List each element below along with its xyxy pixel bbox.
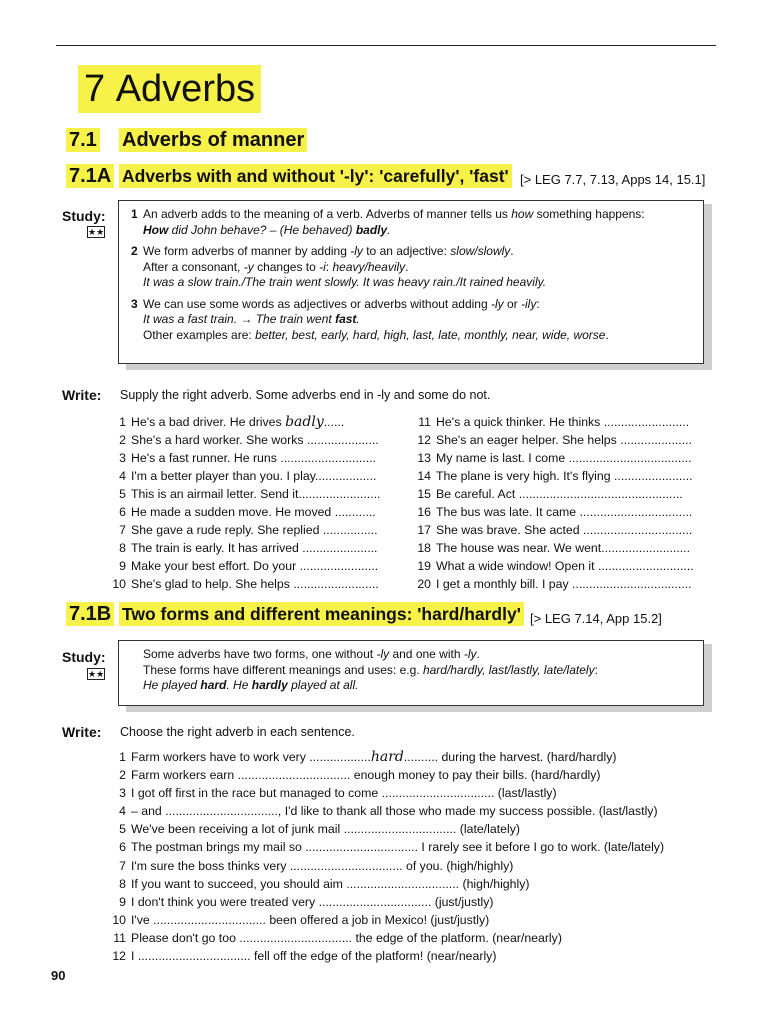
item-number: 5 [119,487,126,501]
chapter-number: 7 [84,68,106,110]
item-number: 9 [119,559,126,573]
exercise-item [106,539,408,557]
item-text: We've been receiving a lot of junk mail ................................. (late/lately) [131,822,520,837]
item-text: – and ................................., I'd like to thank all those who made my success possible. (last/lastly) [131,804,658,819]
study-line: These forms have different meanings and uses: e.g. hard/hardly, last/lastly, late/lately: [143,662,598,677]
exercise-item [411,431,715,449]
item-text: This is an airmail letter. Send it........................ [131,487,381,501]
exercise-item [106,485,408,503]
item-text: Please don't go too ................................. the edge of the platform. (near/nearly) [131,930,562,945]
study-point-3: 3 We can use some words as adjectives or adverbs without adding -ly or -ily: It was a fast train. → The train went fast. Other examples are: better, best, early, hard, high, last, late, monthly, near, wide, worse. [131,296,609,342]
item-number: 11 [418,415,431,429]
item-text: Be careful. Act ................................................ [436,487,683,501]
section-number: 7.1B [66,602,114,626]
exercise-item [106,838,716,856]
item-number: 12 [112,949,126,964]
item-number: 3 [119,786,126,801]
exercise-item [106,820,716,838]
item-text: If you want to succeed, you should aim ................................. (high/highly) [131,876,530,891]
handwritten-answer: badly [285,414,324,430]
page-number: 90 [51,968,66,983]
item-number: 19 [417,559,431,573]
item-number: 4 [119,804,126,819]
exercise-item [106,784,716,802]
item-number: 14 [417,469,431,483]
item-text: The postman brings my mail so ................................. I rarely see it before I go to work. (late/lately) [131,840,665,855]
study-label: Study: [62,208,106,224]
item-number: 4 [119,469,126,483]
item-text: I got off first in the race but managed to come ................................. (last/lastly) [131,786,557,801]
study-label: Study: [62,649,106,665]
study-line: He played hard. He hardly played at all. [143,678,359,692]
exercise-item [106,449,408,467]
item-number: 10 [112,577,126,591]
item-text: Farm workers earn ................................. enough money to pay their bills. (hard/hardly) [131,768,601,783]
box-shadow [126,706,712,712]
exercise-item [411,467,715,485]
item-number: 1 [119,750,126,764]
exercise-item [106,575,408,593]
item-number: 15 [417,487,431,501]
item-text: He's a quick thinker. He thinks ......................... [436,415,690,429]
exercise-item [411,575,715,593]
exercise-item [106,875,716,893]
exercise-item [411,557,715,575]
item-text: He made a sudden move. He moved ............ [131,505,376,519]
section-7-1b-heading [0,602,768,628]
top-rule [56,45,716,46]
exercise-item [411,449,715,467]
difficulty-stars: ★★ [88,227,105,237]
exercise-item [106,413,408,431]
item-text: She was brave. She acted ................................ [436,523,693,537]
item-number: 8 [119,876,126,891]
item-number: 17 [417,523,431,537]
item-text: My name is last. I come .................................... [436,451,692,465]
write-label: Write: [62,724,102,740]
item-number: 10 [112,912,126,927]
item-number: 11 [113,930,126,945]
item-number: 8 [119,541,126,555]
exercise-item [106,802,716,820]
item-text: I ................................. fell off the edge of the platform! (near/nearly) [131,949,497,964]
exercise-item [106,467,408,485]
section-title: Adverbs with and without '-ly': 'carefully', 'fast' [119,164,512,188]
item-text: I've ................................. been offered a job in Mexico! (just/justly) [131,912,490,927]
item-text: I'm sure the boss thinks very ................................. of you. (high/highly) [131,858,514,873]
item-text: Farm workers have to work very ..................hard.......... during the harvest. (hard/hardly) [131,749,617,765]
item-number: 3 [119,451,126,465]
section-7-1-heading [0,128,768,154]
difficulty-stars: ★★ [88,669,105,679]
item-number: 2 [119,433,126,447]
item-number: 6 [119,840,126,855]
item-text: She gave a rude reply. She replied ................ [131,523,378,537]
exercise-list [106,748,716,965]
exercise-item [106,893,716,911]
item-text: What a wide window! Open it ............................ [436,559,694,573]
section-number: 7.1 [66,128,100,152]
exercise-list-right [411,413,715,593]
section-number: 7.1A [66,164,114,188]
section-title: Adverbs of manner [119,128,307,152]
item-text: I get a monthly bill. I pay ................................... [436,577,692,591]
section-reference: [> LEG 7.7, 7.13, Apps 14, 15.1] [520,172,706,187]
study-point-1: 1 An adverb adds to the meaning of a verb. Adverbs of manner tells us how something happens: How did John behave? – (He behaved) badly. [131,207,645,237]
exercise-item [106,947,716,965]
exercise-item [411,503,715,521]
exercise-item [106,521,408,539]
item-text: The bus was late. It came ................................. [436,505,693,519]
box-shadow [704,644,712,712]
item-number: 16 [417,505,431,519]
exercise-item [106,929,716,947]
handwritten-answer: hard [370,749,404,765]
exercise-instruction: Choose the right adverb in each sentence. [120,725,355,739]
box-shadow [704,204,712,370]
item-number: 6 [119,505,126,519]
chapter-title-text: Adverbs [115,68,256,110]
study-box-7-1b [118,640,704,706]
write-label: Write: [62,387,102,403]
item-number: 5 [119,822,126,837]
item-text: She's an eager helper. She helps ..................... [436,433,692,447]
box-shadow [126,364,712,370]
exercise-item [411,521,715,539]
exercise-instruction: Supply the right adverb. Some adverbs end in -ly and some do not. [120,388,491,402]
exercise-item [106,911,716,929]
exercise-item [106,857,716,875]
item-text: The train is early. It has arrived ...................... [131,541,378,555]
item-number: 18 [417,541,431,555]
item-text: I'm a better player than you. I play.................. [131,469,377,483]
study-point-2: 2 We form adverbs of manner by adding -ly to an adjective: slow/slowly. After a consonant, -y changes to -i: heavy/heavily. It was a slow train./The train went slowly. It was heavy rain./It rained heavily. [131,244,547,289]
item-text: The house was near. We went.......................... [436,541,691,555]
item-number: 7 [119,523,126,537]
study-line: Some adverbs have two forms, one without -ly and one with -ly. [143,647,480,661]
item-text: The plane is very high. It's flying ....................... [436,469,693,483]
item-number: 12 [417,433,431,447]
item-text: He's a fast runner. He runs ............................ [131,451,376,465]
section-7-1a-heading [0,164,768,190]
exercise-item [106,766,716,784]
item-text: I don't think you were treated very ................................. (just/justly) [131,894,494,909]
item-number: 7 [119,858,126,873]
item-number: 1 [119,415,126,429]
item-number: 2 [119,768,126,783]
item-text: She's a hard worker. She works ..................... [131,433,379,447]
item-number: 9 [119,894,126,909]
section-reference: [> LEG 7.14, App 15.2] [530,611,662,626]
exercise-item [106,431,408,449]
exercise-item [411,413,715,431]
exercise-item [411,539,715,557]
section-title: Two forms and different meanings: 'hard/hardly' [119,602,524,626]
study-box-7-1a [118,200,704,364]
item-text: Make your best effort. Do your ....................... [131,559,379,573]
chapter-title [78,65,261,113]
exercise-item [106,748,716,766]
item-number: 13 [417,451,431,465]
exercise-item [411,485,715,503]
exercise-item [106,557,408,575]
exercise-list-left [106,413,408,593]
item-text: She's glad to help. She helps ......................... [131,577,379,591]
exercise-item [106,503,408,521]
item-number: 20 [417,577,431,591]
item-text: He's a bad driver. He drives badly...... [131,414,345,430]
